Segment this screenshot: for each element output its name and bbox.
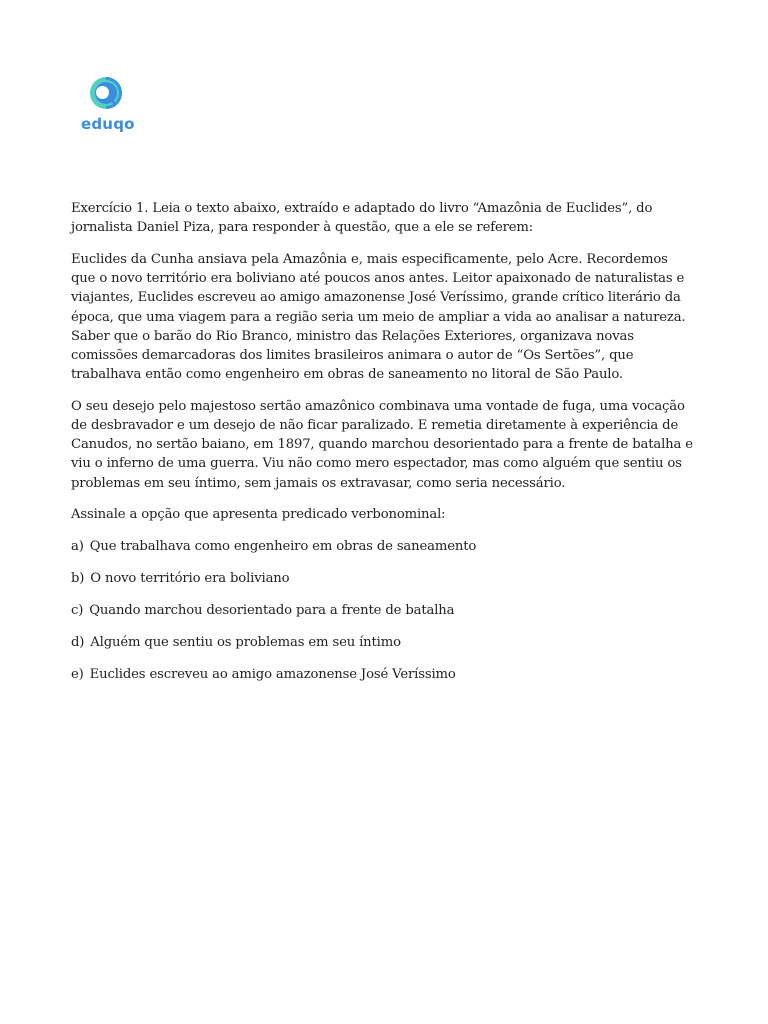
answer-options — [71, 537, 693, 684]
option-letter: b) — [71, 571, 85, 587]
option-letter: a) — [71, 539, 84, 555]
exercise-intro: Exercício 1. Leia o texto abaixo, extraído e adaptado do livro “Amazônia de Euclides”, do jornalista Daniel Piza, para responder à questão, que a ele se referem: — [71, 201, 653, 236]
question-prompt: Assinale a opção que apresenta predicado verbonominal: — [71, 507, 446, 523]
option-letter: c) — [71, 603, 84, 619]
eduqo-logo-icon — [89, 76, 123, 110]
option-text: Alguém que sentiu os problemas em seu íntimo — [90, 635, 401, 651]
option-letter: d) — [71, 635, 85, 651]
passage-paragraph: O seu desejo pelo majestoso sertão amazônico combinava uma vontade de fuga, uma vocação de desbravador e um desejo de não ficar paralizado. E remetia diretamente à experiência de Canudos, no sertão baiano, em 1897, quando marchou desorientado para a frente de batalha e viu o inferno de uma guerra. Viu não como mero espectador, mas como alguém que sentiu os problemas em seu íntimo, sem jamais os extravasar, como seria necessário. — [71, 398, 693, 491]
answer-option-d — [71, 633, 693, 652]
option-text: O novo território era boliviano — [90, 571, 290, 587]
answer-option-e — [71, 665, 693, 684]
option-letter: e) — [71, 667, 84, 683]
passage-paragraph: Euclides da Cunha ansiava pela Amazônia e, mais especificamente, pelo Acre. Recordemos que o novo território era boliviano até poucos anos antes. Leitor apaixonado de naturalistas e viajantes, Euclides escreveu ao amigo amazonense José Veríssimo, grande crítico literário da época, que uma viagem para a região seria um meio de ampliar a vida ao analisar a natureza. Saber que o barão do Rio Branco, ministro das Relações Exteriores, organizava novas comissões demarcadoras dos limites brasileiros animara o autor de “Os Sertões”, que trabalhava então como engenheiro em obras de saneamento no litoral de São Paulo. — [71, 251, 686, 383]
option-text: Que trabalhava como engenheiro em obras de saneamento — [89, 539, 477, 555]
answer-option-a — [71, 537, 693, 556]
option-text: Euclides escreveu ao amigo amazonense José Veríssimo — [89, 667, 456, 683]
logo-wordmark: eduqo — [81, 115, 135, 133]
answer-option-c — [71, 601, 693, 620]
brand-logo — [80, 76, 140, 136]
exercise-content — [71, 199, 693, 697]
answer-option-b — [71, 569, 693, 588]
option-text: Quando marchou desorientado para a frente de batalha — [89, 603, 455, 619]
